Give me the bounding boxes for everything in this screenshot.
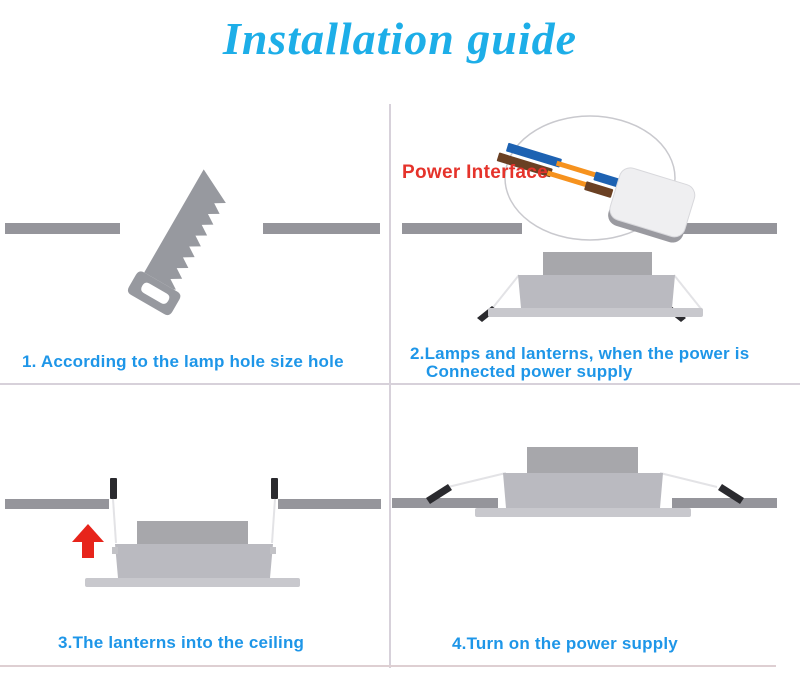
ceiling-bar-left [5, 499, 109, 509]
step3-illustration [0, 383, 390, 665]
page-title: Installation guide [222, 13, 578, 64]
spring-clip-wire-left [448, 473, 506, 487]
led-driver-box [543, 252, 652, 275]
step4-illustration [390, 383, 800, 665]
ceiling-bar-left [392, 498, 498, 508]
downlight-body [518, 275, 675, 308]
downlight-flange [488, 308, 703, 317]
spring-clip-wire-right [272, 499, 275, 543]
spring-clip-wire-right [660, 473, 717, 487]
spring-clip-pin-right [271, 478, 278, 499]
red-up-arrow-icon [72, 524, 104, 542]
ceiling-bar-left [402, 223, 522, 234]
spring-clip-wire-left [491, 275, 519, 310]
step1-illustration [0, 85, 390, 383]
spring-clip-pin-left [110, 478, 117, 499]
led-driver-box [527, 447, 638, 473]
power-interface-label: Power Interface [402, 162, 548, 183]
downlight-body [115, 544, 273, 578]
downlight-flange [85, 578, 300, 587]
downlight-flange [475, 508, 691, 517]
saw-icon [126, 166, 242, 317]
step2-caption-line1: 2.Lamps and lanterns, when the power is [410, 344, 750, 363]
red-up-arrow-stem [82, 542, 94, 558]
bottom-border-line [0, 665, 776, 667]
saw-blade [144, 169, 235, 290]
clip-nub-right [270, 547, 276, 554]
ceiling-bar-right [672, 498, 777, 508]
step2-caption-line2: Connected power supply [426, 362, 633, 381]
spring-clip-wire-right [674, 275, 702, 310]
step2-illustration [390, 85, 800, 383]
step1-caption: 1. According to the lamp hole size hole [22, 352, 344, 371]
step4-caption: 4.Turn on the power supply [452, 634, 678, 653]
step2-caption [410, 345, 780, 380]
led-driver-box [137, 521, 248, 544]
downlight-body [503, 473, 663, 508]
ceiling-bar-right [278, 499, 381, 509]
step3-caption: 3.The lanterns into the ceiling [58, 633, 305, 652]
ceiling-bar-right [263, 223, 380, 234]
clip-nub-left [112, 547, 118, 554]
ceiling-bar-left [5, 223, 120, 234]
spring-clip-wire-left [113, 499, 116, 543]
